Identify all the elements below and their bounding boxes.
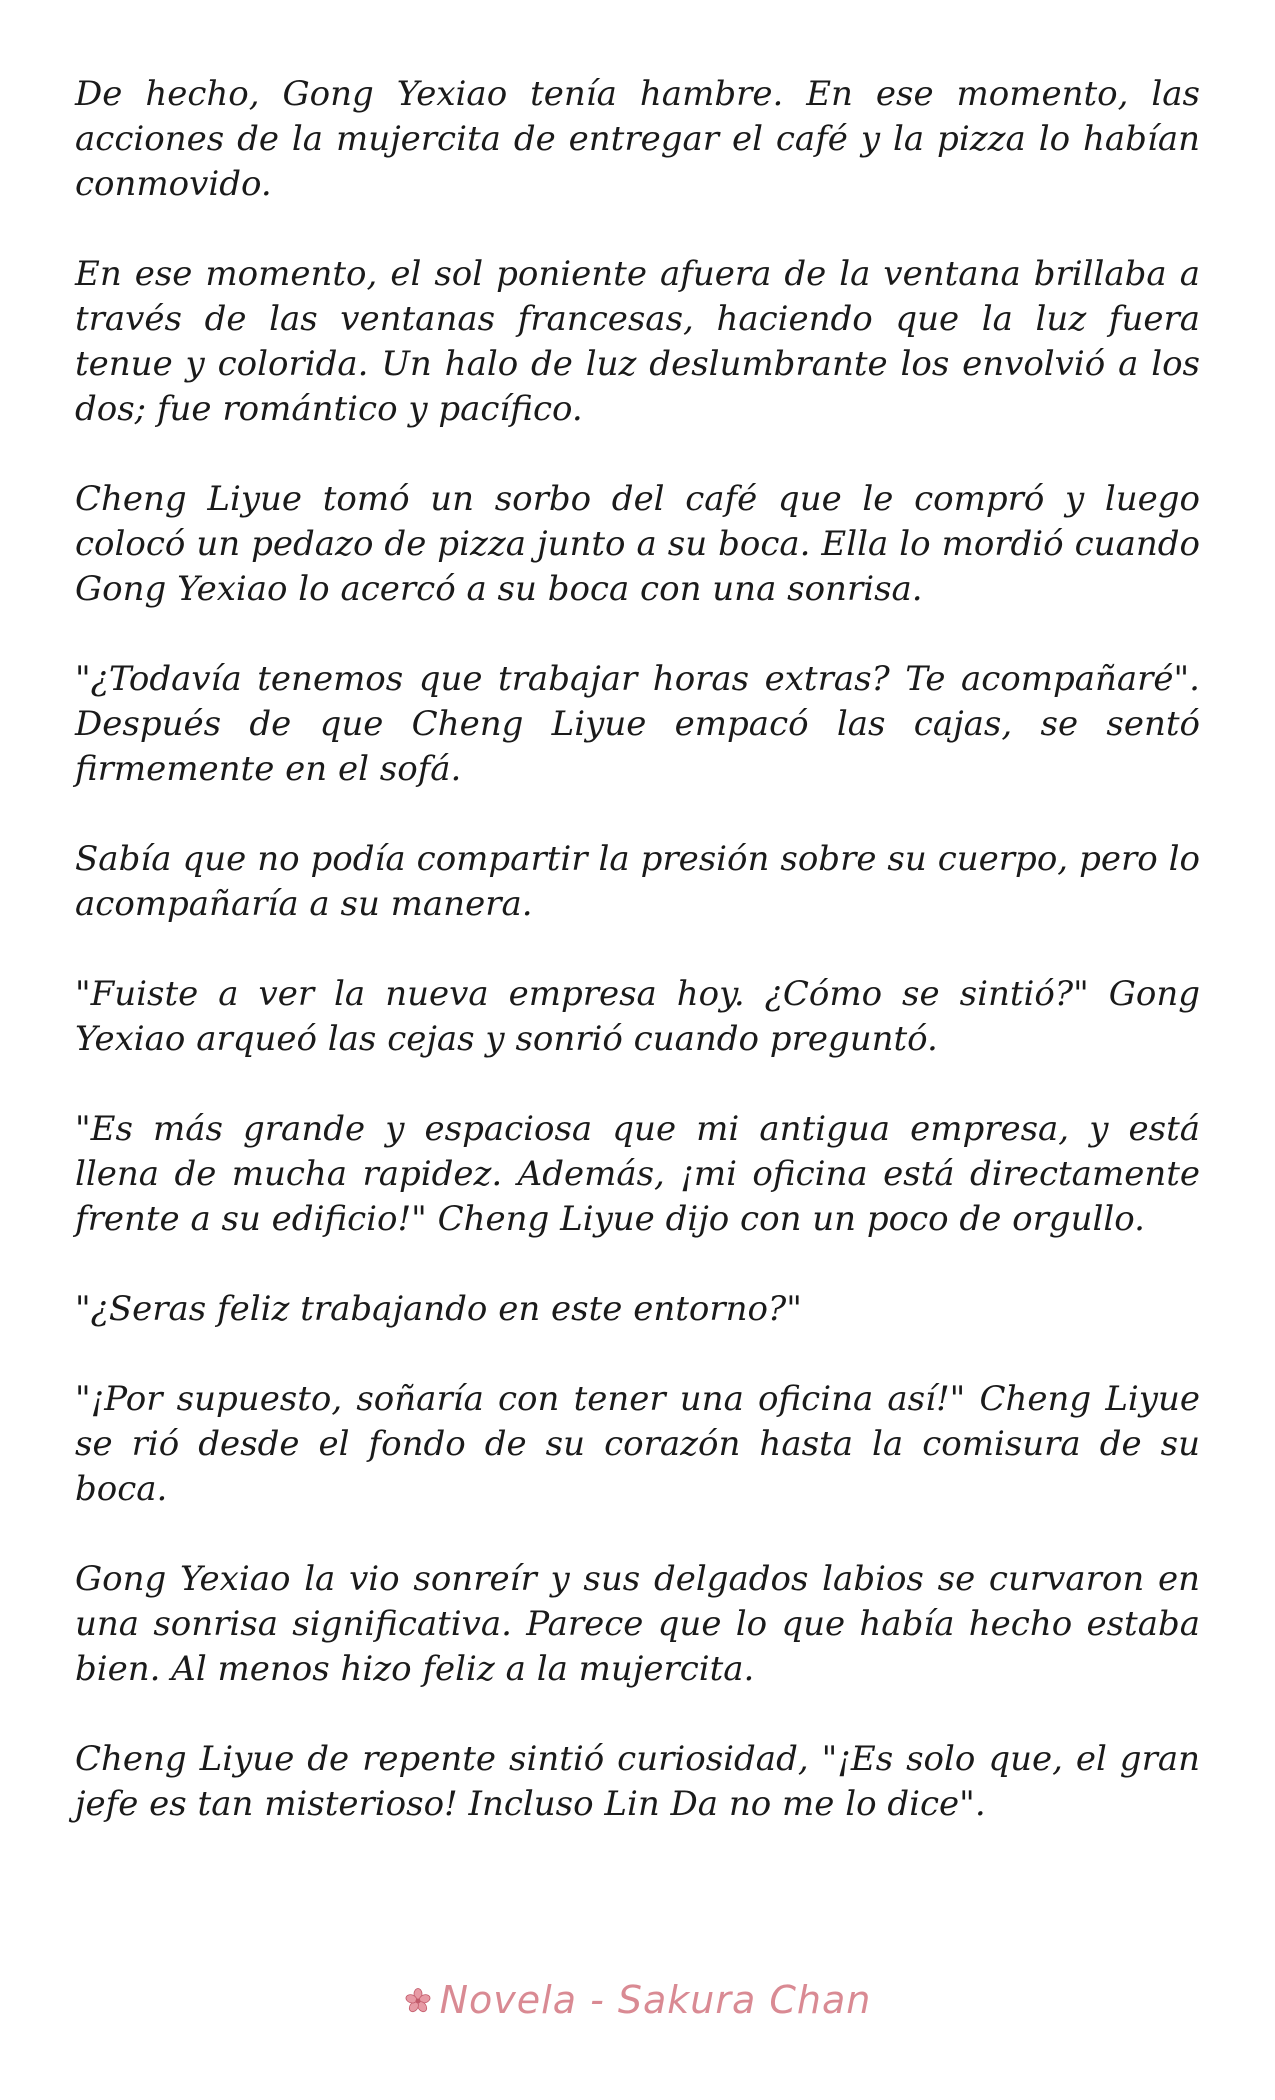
paragraph-10: Gong Yexiao la vio sonreír y sus delgados labios se curvaron en una sonrisa significativa. Parece que lo que había hecho estaba bien. Al menos hizo feliz a la mujercita. (75, 1559, 1200, 1689)
watermark-text: Novela - Sakura Chan (439, 1978, 872, 2022)
paragraph-9: "¡Por supuesto, soñaría con tener una oficina así!" Cheng Liyue se rió desde el fondo de su corazón hasta la comisura de su boca. (75, 1379, 1200, 1509)
paragraph-3: Cheng Liyue tomó un sorbo del café que le compró y luego colocó un pedazo de pizza junto a su boca. Ella lo mordió cuando Gong Yexiao lo acercó a su boca con una sonrisa. (75, 479, 1200, 609)
paragraph-4: "¿Todavía tenemos que trabajar horas extras? Te acompañaré". Después de que Cheng Liyue empacó las cajas, se sentó firmemente en el sofá. (75, 659, 1200, 789)
chapter-text (75, 72, 1200, 1872)
paragraph-1: De hecho, Gong Yexiao tenía hambre. En ese momento, las acciones de la mujercita de entregar el café y la pizza lo habían conmovido. (75, 74, 1200, 204)
paragraph-5: Sabía que no podía compartir la presión sobre su cuerpo, pero lo acompañaría a su manera. (75, 839, 1200, 924)
watermark (0, 1978, 1275, 2022)
paragraph-11: Cheng Liyue de repente sintió curiosidad, "¡Es solo que, el gran jefe es tan misterioso! Incluso Lin Da no me lo dice". (75, 1739, 1200, 1824)
paragraph-8: "¿Seras feliz trabajando en este entorno?" (75, 1289, 802, 1329)
sakura-flower-icon (404, 1987, 432, 2015)
paragraph-2: En ese momento, el sol poniente afuera de la ventana brillaba a través de las ventanas francesas, haciendo que la luz fuera tenue y colorida. Un halo de luz deslumbrante los envolvió a los dos; fue romántico y pacífico. (75, 254, 1200, 429)
paragraph-6: "Fuiste a ver la nueva empresa hoy. ¿Cómo se sintió?" Gong Yexiao arqueó las cejas y sonrió cuando preguntó. (75, 974, 1200, 1059)
paragraph-7: "Es más grande y espaciosa que mi antigua empresa, y está llena de mucha rapidez. Además, ¡mi oficina está directamente frente a su edificio!" Cheng Liyue dijo con un poco de orgullo. (75, 1109, 1200, 1239)
